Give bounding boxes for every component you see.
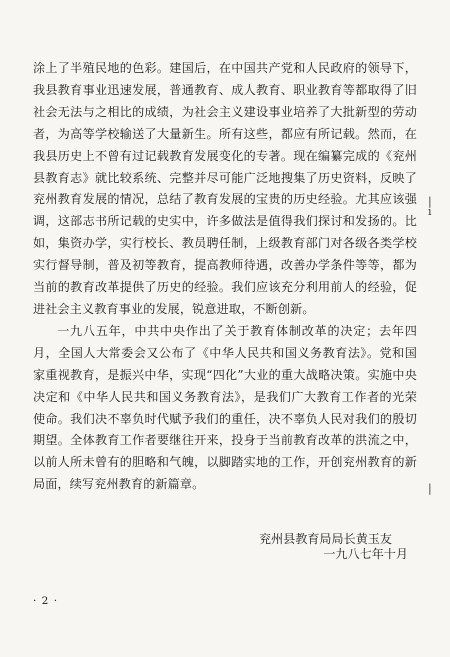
paragraph-1: 涂上了半殖民地的色彩。建国后，在中国共产党和人民政府的领导下，我县教育事业迅速发展，普通教育、成人教育、职业教育等都取得了旧社会无法与之相比的成绩，为社会主义建设事业培养了大批新型的劳动者，为高等学校输送了大量新生。所有这些，都应有所记载。然而，在我县历史上不曾有过记载教育发展变化的专著。现在编纂完成的《兖州县教育志》就比较系统、完整并尽可能广泛地搜集了历史资料，反映了兖州教育发展的情况，总结了教育发展的宝贵的历史经验。尤其应该强调，这部志书所记载的史实中，许多做法是值得我们探讨和发扬的。比如，集资办学，实行校长、教员聘任制，上级教育部门对各级各类学校实行督导制，普及初等教育，提高教师待遇，改善办学条件等等，都为当前的教育改革提供了历史的经验。我们应该充分利用前人的经验，促进社会主义教育事业的发展，锐意进取，不断创新。: [33, 61, 417, 316]
margin-scan-mark: |: [428, 195, 432, 208]
margin-scan-mark: ı: [428, 205, 432, 218]
margin-scan-mark: |: [428, 482, 432, 495]
signature-author: 兖州县教育局局长黄玉友: [258, 532, 392, 546]
paragraph-2: 一九八五年，中共中央作出了关于教育体制改革的决定；去年四月，全国人大常委会又公布了《中华人民共和国义务教育法》。党和国家重视教育，是振兴中华，实现“四化”大业的重大战略决策。实施中央决定和《中华人民共和国义务教育法》，是我们广大教育工作者的光荣使命。我们决不辜负时代赋予我们的重任，决不辜负人民对我们的殷切期望。全体教育工作者要继往开来，投身于当前教育改革的洪流之中，以前人所未曾有的胆略和气魄，以脚踏实地的工作，开创兖州教育的新局面，续写兖州教育的新篇章。: [33, 323, 417, 492]
signature-date: 一九八七年十月: [323, 547, 408, 561]
body-text: [33, 58, 417, 496]
page-number: · 2 ·: [33, 595, 59, 607]
